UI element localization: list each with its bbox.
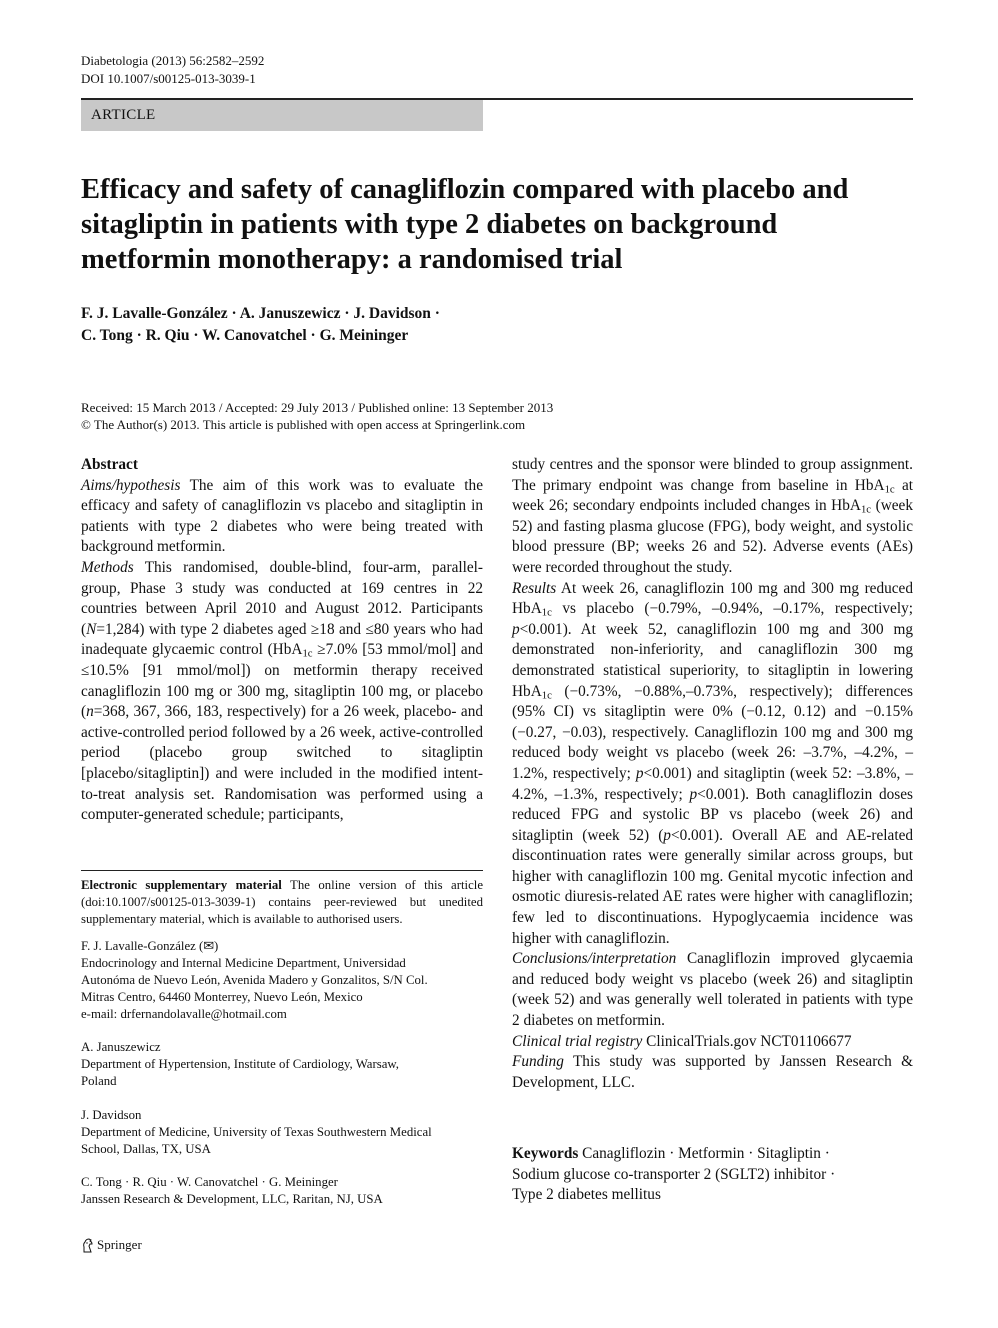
author-line-2: C. Tong · R. Qiu · W. Canovatchel · G. Meininger [81,327,409,344]
results-text-2: vs placebo (−0.79%, –0.94%, –0.17%, respectively; [562,600,913,618]
subscript-1c: 1c [860,503,872,516]
affiliation-line: Janssen Research & Development, LLC, Raritan, NJ, USA [81,1192,383,1206]
abstract-column-right [512,455,913,1093]
affiliation-line: Mitras Centro, 64460 Monterrey, Nuevo León, Mexico [81,990,363,1004]
affiliation-3 [81,1107,483,1158]
affiliation-author: A. Januszewicz [81,1040,161,1054]
methods-paragraph-part1 [81,558,483,826]
keywords-text-1: Canagliflozin · Metformin · Sitagliptin · [582,1145,830,1162]
author-line-1: F. J. Lavalle-González · A. Januszewicz · J. Davidson · [81,305,440,322]
funding-paragraph [512,1052,913,1093]
methods-text-4: =368, 367, 366, 183, respectively) for a 26 week, placebo- and active-controlled period followed by a 26 week, active-controlled period (placebo group switched to sitagliptin [placebo/sitagliptin]) and were included in the modified intent-to-treat analysis set. Randomisation was performed using a computer-generated schedule; participants, [81,703,483,824]
footnote-rule [81,870,483,871]
results-text-3: <0.001). At week 52, canagliflozin 100 mg and 300 mg demonstrated non-inferiority, and canagliflozin 300 mg demonstrated statistical superiority, to sitagliptin in lowering HbA [512,620,913,700]
affiliation-email: e-mail: drfernandolavalle@hotmail.com [81,1007,287,1021]
copyright-notice: © The Author(s) 2013. This article is published with open access at Springerlink.com [81,417,526,432]
methods-text-2: =1,284) with type 2 diabetes aged ≥18 and ≤80 years who had inadequate glycaemic control (HbA [81,620,483,659]
abstract-heading: Abstract [81,456,138,473]
article-type-label: ARTICLE [91,107,156,123]
keywords-block [512,1144,913,1206]
methods-text-1: This randomised, double-blind, four-arm, parallel-group, Phase 3 study was conducted at 169 centres in 22 countries between April 2010 and August 2012. Participants ( [81,558,483,638]
keywords-label: Keywords [512,1145,579,1162]
methods-n-symbol: n [86,703,94,721]
publisher-footer [81,1236,142,1254]
affiliation-author: F. J. Lavalle-González (✉) [81,939,219,953]
registry-text: ClinicalTrials.gov NCT01106677 [646,1032,852,1050]
methods-text-5: at week 26; secondary endpoints included changes in HbA [512,476,913,515]
aims-paragraph [81,476,483,558]
aims-label: Aims/hypothesis [81,476,181,494]
affiliation-line: Department of Hypertension, Institute of Cardiology, Warsaw, [81,1057,399,1071]
p-symbol: p [663,826,671,844]
p-symbol: p [512,620,520,638]
funding-label: Funding [512,1053,564,1071]
affiliation-line: Autonóma de Nuevo León, Avenida Madero y Gonzalitos, S/N Col. [81,973,428,987]
esm-text: The online version of this article (doi:10.1007/s00125-013-3039-1) contains peer-reviewed but unedited supplementary material, which is available to authorised users. [81,878,484,926]
results-paragraph [512,579,913,950]
author-list [81,303,440,347]
methods-text-3: ≥7.0% [53 mmol/mol] and ≤10.5% [91 mmol/mol]) on metformin therapy received canagliflozin 100 mg or 300 mg, sitagliptin 100 mg, or placebo ( [81,641,484,721]
aims-text: The aim of this work was to evaluate the efficacy and safety of canagliflozin vs placebo and sitagliptin in patients with type 2 diabetes who were being treated with background metformin. [81,476,483,556]
journal-doi: DOI 10.1007/s00125-013-3039-1 [81,71,256,86]
registry-paragraph [512,1032,913,1053]
subscript-1c: 1c [884,483,895,496]
methods-N-symbol: N [86,620,97,638]
conclusions-paragraph [512,949,913,1031]
keywords-line-3: Type 2 diabetes mellitus [512,1186,661,1204]
methods-paragraph-part2 [512,455,913,579]
article-type-bar [81,100,483,131]
results-text-7: <0.001). Overall AE and AE-related discontinuation rates were generally similar across groups, but higher with canagliflozin 100 mg. Genital mycotic infection and osmotic diuresis-related AE rates were higher with canagliflozin; few led to discontinuations. Hypoglycaemia incidence was higher with canagliflozin. [512,826,914,947]
methods-text-6: (week 52) and fasting plasma glucose (FPG), body weight, and systolic blood pressure (BP; weeks 26 and 52). Adverse events (AEs) were recorded throughout the study. [512,497,913,576]
publisher-name: Springer [97,1237,142,1252]
conclusions-label: Conclusions/interpretation [512,950,677,968]
funding-text: This study was supported by Janssen Research & Development, LLC. [512,1053,913,1091]
publication-dates [81,399,553,433]
supplementary-note [81,877,483,928]
affiliation-line: School, Dallas, TX, USA [81,1142,211,1156]
results-text-5: <0.001) and sitagliptin (week 52: –3.8%, –4.2%, –1.3%, respectively; [512,764,913,803]
conclusions-text: Canagliflozin improved glycaemia and reduced body weight vs placebo (week 26) and sitagliptin (week 52) and was generally well tolerated in patients with type 2 diabetes on metformin. [512,950,914,1030]
results-text-4: (−0.73%, −0.88%,–0.73%, respectively); differences (95% CI) vs sitagliptin were 0% (−0.12, 0.12) and −0.15% (−0.27, −0.03), respectively. Canagliflozin 100 mg and 300 mg reduced body weight vs placebo (week 26: –3.7%, –4.2%, –1.2%, respectively; [512,682,913,782]
registry-label: Clinical trial registry [512,1032,643,1050]
esm-label: Electronic supplementary material [81,878,282,892]
history-dates: Received: 15 March 2013 / Accepted: 29 July 2013 / Published online: 13 September 2013 [81,400,554,415]
affiliation-line: Department of Medicine, University of Texas Southwestern Medical [81,1125,432,1139]
methods-label: Methods [81,558,134,576]
p-symbol: p [635,764,644,782]
subscript-1c: 1c [302,648,313,661]
journal-info [81,52,264,88]
affiliation-author: C. Tong · R. Qiu · W. Canovatchel · G. Meininger [81,1175,338,1189]
results-text-6: <0.001). Both canagliflozin doses reduced FPG and systolic BP vs placebo (week 26) and sitagliptin (week 52) ( [512,785,914,844]
affiliation-line: Endocrinology and Internal Medicine Department, Universidad [81,956,406,970]
affiliation-4 [81,1174,483,1208]
abstract-column-left [81,455,483,826]
subscript-1c: 1c [541,606,552,619]
p-symbol: p [689,785,698,803]
subscript-1c: 1c [541,689,552,702]
results-text-1: At week 26, canagliflozin 100 mg and 300 mg reduced HbA [512,579,913,618]
springer-horse-icon [81,1238,94,1253]
paper-title: Efficacy and safety of canagliflozin compared with placebo and sitagliptin in patients with type 2 diabetes on background metformin monotherapy: a randomised trial [81,174,849,275]
affiliation-1 [81,938,483,1023]
methods-text-4-continued: study centres and the sponsor were blinded to group assignment. The primary endpoint was change from baseline in HbA [512,456,913,494]
keywords-line-2: Sodium glucose co-transporter 2 (SGLT2) inhibitor · [512,1165,836,1183]
results-label: Results [512,579,557,597]
keywords-line-1 [512,1144,913,1165]
affiliation-2 [81,1039,483,1090]
affiliation-author: J. Davidson [81,1108,142,1122]
journal-citation: Diabetologia (2013) 56:2582–2592 [81,53,265,68]
affiliation-line: Poland [81,1074,117,1088]
